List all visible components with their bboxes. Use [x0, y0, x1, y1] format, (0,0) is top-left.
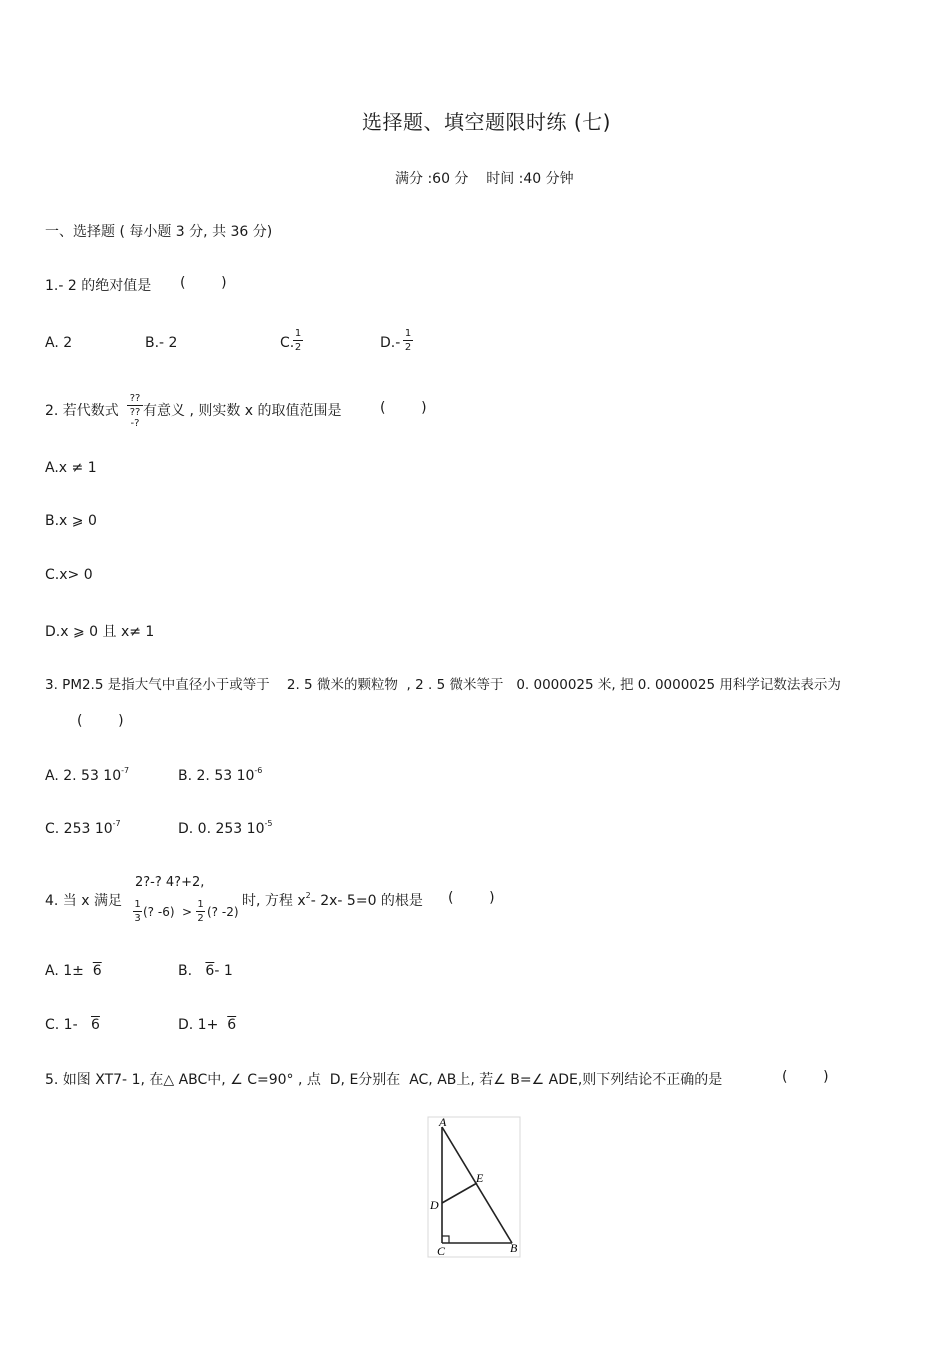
right-angle-mark [442, 1236, 449, 1243]
option-text: A. 1± [45, 963, 84, 979]
option-text: A. 2. 53 10 [45, 768, 122, 784]
question-stem-mid [242, 890, 423, 910]
option-b: B.x ⩾ 0 [45, 513, 97, 529]
option-d-prefix: D.- [380, 335, 401, 351]
exponent: -5 [264, 819, 273, 828]
answer-paren: ( ) [77, 713, 124, 729]
exponent: 2 [305, 891, 311, 900]
option-text: B. 2. 53 10 [178, 768, 255, 784]
exponent: -7 [121, 766, 130, 775]
fraction-denominator: 2 [404, 342, 412, 353]
fraction-numerator: ?? [129, 393, 141, 404]
fraction-numerator: 1 [134, 899, 141, 910]
segment-ab [442, 1127, 512, 1243]
option-c [45, 1017, 100, 1033]
question-stem-prefix: 4. 当 x 满足 [45, 893, 122, 909]
exponent: -7 [112, 819, 121, 828]
answer-paren: ( ) [782, 1069, 829, 1085]
option-b [178, 766, 262, 784]
radicand: 6 [92, 963, 102, 979]
option-c [45, 819, 121, 837]
fraction-denominator: 2 [197, 913, 204, 924]
option-b: B.- 2 [145, 335, 178, 351]
inequality-right-expr: (? -2) [207, 905, 239, 919]
question-stem-prefix: 2. 若代数式 [45, 403, 119, 419]
fraction-numerator: 1 [197, 899, 204, 910]
option-b [178, 963, 233, 979]
fraction-denominator: 2 [294, 342, 302, 353]
question-stem: 3. PM2.5 是指大气中直径小于或等于 2. 5 微米的颗粒物 , 2 . 5 微米等于 0. 0000025 米, 把 0. 0000025 用科学记数法表示为 [45, 677, 841, 693]
page-title: 选择题、填空题限时练 (七) [362, 110, 611, 134]
option-d: D.x ⩾ 0 且 x≠ 1 [45, 624, 155, 640]
algebraic-fraction [127, 393, 143, 429]
section-heading: 一、选择题 ( 每小题 3 分, 共 36 分) [45, 224, 273, 240]
fraction-numerator: 1 [404, 328, 412, 339]
option-d-fraction [403, 328, 413, 353]
option-c: C.x> 0 [45, 567, 93, 583]
answer-paren: ( ) [380, 400, 427, 416]
fraction-numerator: 1 [294, 328, 302, 339]
option-c-fraction [293, 328, 303, 353]
fraction-denominator: ??-? [129, 407, 141, 429]
score-time-info: 满分 :60 分 时间 :40 分钟 [395, 171, 574, 187]
inequality-left-expr: (? -6) [143, 905, 175, 919]
radicand: 6 [227, 1017, 237, 1033]
stem-text: - 2x- 5=0 的根是 [310, 893, 423, 909]
option-text: C. 1- [45, 1017, 78, 1033]
inequality-right-fraction [196, 899, 205, 924]
label-e: E [476, 1171, 484, 1185]
fraction-bar [403, 340, 413, 341]
option-d [178, 819, 272, 837]
inequality-left-fraction [133, 899, 142, 924]
option-text: B. [178, 963, 193, 979]
label-d: D [430, 1198, 439, 1212]
option-text: C. 253 10 [45, 821, 113, 837]
label-c: C [437, 1244, 446, 1258]
label-b: B [510, 1241, 518, 1255]
option-a [45, 963, 102, 979]
inequality-system-top: 2?-? 4?+2, [135, 875, 205, 890]
option-text: D. 0. 253 10 [178, 821, 265, 837]
fraction-bar [133, 911, 142, 912]
option-d [178, 1017, 236, 1033]
fraction-bar [196, 911, 205, 912]
question-stem-suffix: 有意义 , 则实数 x 的取值范围是 [143, 403, 342, 419]
triangle-figure [425, 1115, 525, 1260]
radicand: 6 [205, 963, 215, 979]
option-a: A. 2 [45, 335, 73, 351]
option-text: - 1 [214, 963, 233, 979]
fraction-bar [127, 405, 143, 406]
option-a: A.x ≠ 1 [45, 460, 97, 476]
label-a: A [439, 1115, 447, 1129]
option-c-prefix: C. [280, 335, 295, 351]
stem-text: 时, 方程 x [242, 893, 306, 909]
fraction-denominator: 3 [134, 913, 141, 924]
question-stem: 1.- 2 的绝对值是 [45, 278, 152, 294]
radicand: 6 [91, 1017, 100, 1033]
exponent: -6 [254, 766, 263, 775]
answer-paren: ( ) [448, 890, 495, 906]
answer-paren: ( ) [180, 275, 227, 291]
inequality-sign: > [182, 905, 193, 919]
question-stem: 5. 如图 XT7- 1, 在△ ABC中, ∠ C=90° , 点 D, E分别在 AC, AB上, 若∠ B=∠ ADE,则下列结论不正确的是 [45, 1072, 723, 1088]
option-a [45, 766, 129, 784]
option-text: D. 1+ [178, 1017, 219, 1033]
segment-de [442, 1183, 477, 1203]
fraction-bar [293, 340, 303, 341]
